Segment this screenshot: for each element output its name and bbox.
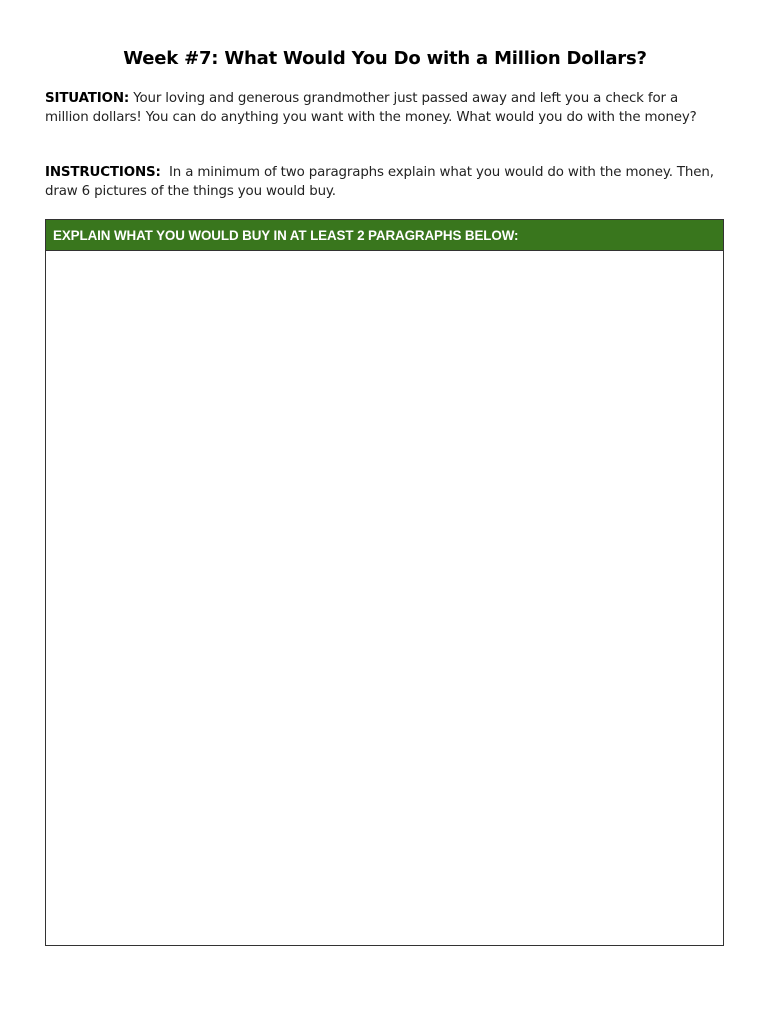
situation-label: SITUATION: <box>45 91 130 106</box>
situation-paragraph <box>45 90 720 127</box>
answer-box <box>45 219 724 946</box>
instructions-paragraph <box>45 164 720 201</box>
answer-box-header: EXPLAIN WHAT YOU WOULD BUY IN AT LEAST 2 PARAGRAPHS BELOW: <box>46 220 723 251</box>
instructions-text: In a minimum of two paragraphs explain what you would do with the money. Then, draw 6 pictures of the things you would buy. <box>45 165 718 199</box>
page-title: Week #7: What Would You Do with a Million Dollars? <box>123 48 647 69</box>
instructions-label: INSTRUCTIONS: <box>45 165 161 180</box>
answer-writing-area[interactable] <box>46 251 723 945</box>
situation-text: Your loving and generous grandmother just passed away and left you a check for a million dollars! You can do anything you want with the money. What would you do with the money? <box>45 91 697 125</box>
